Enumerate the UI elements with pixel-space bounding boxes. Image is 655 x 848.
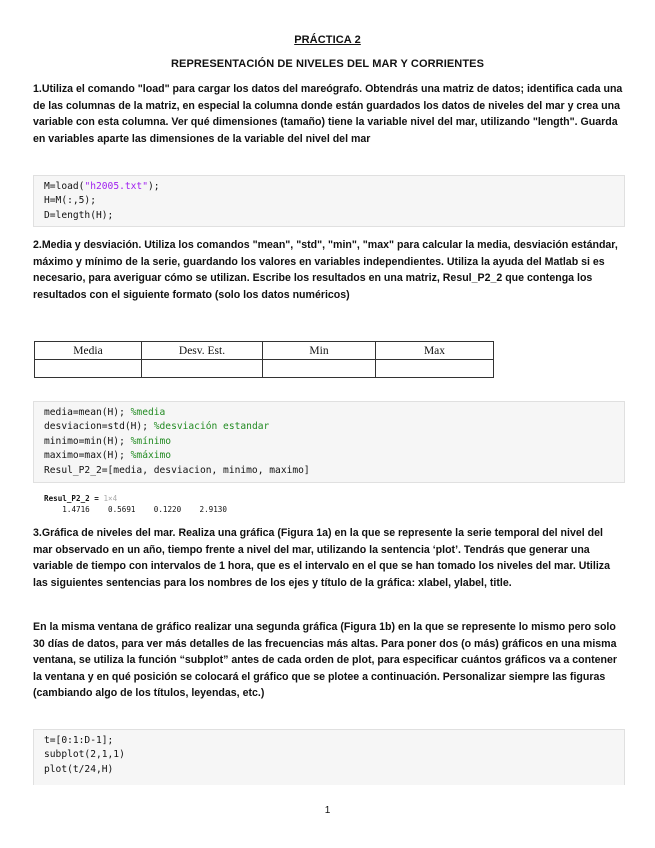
code-line: [44, 420, 614, 434]
output-value: 0.1220: [153, 505, 182, 514]
table-header: Min: [263, 342, 376, 360]
page-subtitle: REPRESENTACIÓN DE NIVELES DEL MAR Y CORRIENTES: [170, 58, 485, 70]
page-number: 1: [324, 805, 331, 816]
code-text: maximo=max(H);: [44, 450, 131, 462]
code-line: H=M(:,5);: [44, 195, 96, 207]
code-text: desviacion=std(H);: [44, 421, 154, 433]
paragraph-3: 3.Gráfica de niveles del mar. Realiza una gráfica (Figura 1a) en la que se represente la serie temporal del nivel del mar observado en un año, tiempo frente a nivel del mar, utilizando la sentencia ‘plot’. Tendrás que generar una variable de tiempo con intervalos de 1 hora, que es el intervalo en el que se han tomado los niveles del mar. Utiliza las siguientes sentencias para los nombres de los ejes y título de la gráfica: xlabel, ylabel, title.: [33, 527, 610, 589]
code-output: [44, 493, 227, 515]
results-table: [34, 341, 494, 378]
table-cell: [142, 360, 263, 378]
table-cell: [263, 360, 376, 378]
code-string: "h2005.txt": [84, 181, 148, 192]
code-block-3: [33, 729, 625, 785]
code-text: minimo=min(H);: [44, 435, 131, 447]
code-block-1: [33, 175, 625, 227]
code-comment: %desviación estandar: [153, 421, 270, 433]
paragraph-2: 2.Media y desviación. Utiliza los comandos "mean", "std", "min", "max" para calcular la media, desviación estándar, máximo y mínimo de la serie, guardando los valores en variables independientes. Utiliza la ayuda del Matlab si es necesario, para averiguar cómo se utilizan. Escribe los resultados en una matriz, Resul_P2_2 que contenga los resultados con el siguiente formato (solo los datos numéricos): [33, 239, 618, 301]
code-line: Resul_P2_2=[media, desviacion, minimo, maximo]: [44, 464, 310, 476]
output-values: [44, 504, 227, 515]
table-header: Max: [376, 342, 494, 360]
code-text: M=load(: [44, 181, 85, 192]
code-line: [44, 406, 614, 420]
output-dims: 1×4: [103, 494, 118, 503]
code-line: plot(t/24,H): [44, 763, 114, 775]
table-header: Desv. Est.: [142, 342, 263, 360]
code-line: t=[0:1:D-1];: [44, 735, 114, 746]
table-row: [35, 360, 494, 378]
code-comment: %media: [130, 407, 166, 418]
code-line: [44, 449, 614, 463]
table-header-row: [35, 342, 494, 360]
table-cell: [35, 360, 142, 378]
code-text: media=mean(H);: [44, 407, 131, 418]
output-value: 1.4716: [62, 505, 90, 514]
code-comment: %máximo: [130, 450, 172, 462]
output-value: 0.5691: [108, 505, 136, 514]
code-line: D=length(H);: [44, 209, 114, 221]
code-comment: %mínimo: [130, 435, 172, 447]
table-cell: [376, 360, 494, 378]
code-line: subplot(2,1,1): [44, 749, 125, 761]
code-block-2: [33, 401, 625, 483]
paragraph-1: 1.Utiliza el comando "load" para cargar los datos del mareógrafo. Obtendrás una matriz de datos; identifica cada una de las columnas de la matriz, en especial la columna donde están guardados los datos de niveles del mar y crea una variable con esta columna. Ver qué dimensiones (tamaño) tiene la variable nivel del mar, utilizando "length". Guarda en variables aparte las dimensiones de la variable del nivel del mar: [33, 83, 623, 145]
paragraph-4: En la misma ventana de gráfico realizar una segunda gráfica (Figura 1b) en la que se represente lo mismo pero solo 30 días de datos, para ver más detalles de las frecuencias más altas. Para poner dos (o más) gráficos en una misma ventana, se utiliza la función “subplot” antes de cada orden de plot, para especificar cuántos gráficos va a contener la ventana y en qué posición se colocará el gráfico que se plotee a continuación. Personalizar siempre las figuras (cambiando algo de los títulos, leyendas, etc.): [33, 621, 617, 700]
page-title: PRÁCTICA 2: [294, 34, 361, 46]
code-text: );: [147, 181, 160, 192]
output-value: 2.9130: [199, 505, 227, 514]
output-label: Resul_P2_2 =: [44, 494, 104, 503]
code-line: [44, 180, 614, 194]
table-header: Media: [35, 342, 142, 360]
code-line: [44, 435, 614, 449]
